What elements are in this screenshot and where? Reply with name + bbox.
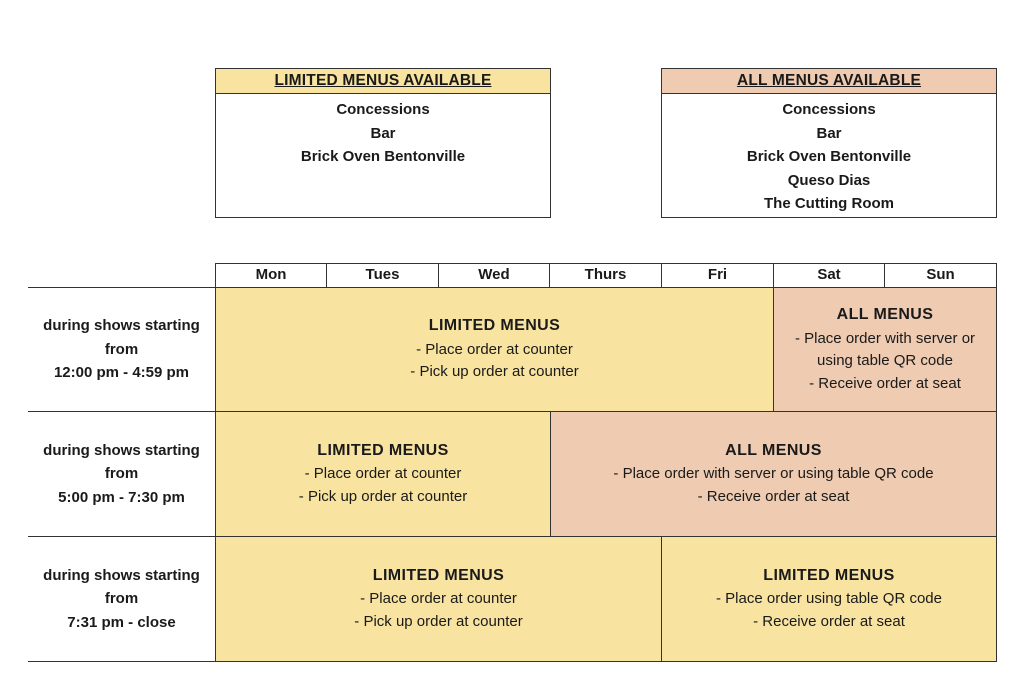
list-item: Brick Oven Bentonville <box>746 148 912 165</box>
row-label-time: 5:00 pm - 7:30 pm <box>58 488 185 506</box>
limited-menus-list <box>216 94 550 169</box>
list-item: The Cutting Room <box>764 195 894 212</box>
all-menus-box <box>661 68 997 218</box>
day-header-mon: Mon <box>215 263 327 288</box>
all-menus-list <box>662 94 996 216</box>
limited-menus-box-title: LIMITED MENUS AVAILABLE <box>216 69 550 94</box>
block-title: LIMITED MENUS <box>763 566 895 584</box>
row-label-time: 7:31 pm - close <box>67 613 176 631</box>
time-slot-label-2 <box>28 411 216 537</box>
row-label-line: during shows starting <box>43 317 200 335</box>
block-title: LIMITED MENUS <box>317 441 449 459</box>
row-label-time: 12:00 pm - 4:59 pm <box>53 364 190 382</box>
day-header-fri: Fri <box>661 263 774 288</box>
schedule-block-row3-early-week <box>215 536 662 662</box>
row-label-line: from <box>104 465 139 483</box>
all-menus-box-title: ALL MENUS AVAILABLE <box>662 69 996 94</box>
list-item: Concessions <box>782 101 876 118</box>
list-item: Brick Oven Bentonville <box>300 148 466 165</box>
list-item: Bar <box>370 124 396 142</box>
block-line: - Place order at counter <box>304 465 462 483</box>
time-slot-label-3 <box>28 536 216 662</box>
block-line: - Place order with server or using table QR code <box>613 465 934 483</box>
list-item: Concessions <box>336 101 430 118</box>
block-line: - Place order using table QR code <box>716 590 942 608</box>
day-header-sun: Sun <box>884 263 997 288</box>
row-label-line: from <box>104 340 139 358</box>
row-label-line: during shows starting <box>43 441 200 459</box>
block-line: - Receive order at seat <box>809 374 961 392</box>
block-line: - Place order at counter <box>416 340 573 358</box>
block-line: - Receive order at seat <box>753 612 905 630</box>
schedule-block-row3-late-week <box>661 536 997 662</box>
row-label-line: from <box>104 590 139 608</box>
block-line: - Place order at counter <box>360 590 517 608</box>
day-header-sat: Sat <box>773 263 885 288</box>
day-header-tues: Tues <box>326 263 439 288</box>
limited-menus-box <box>215 68 551 218</box>
list-item: Bar <box>816 124 842 142</box>
block-title: LIMITED MENUS <box>428 317 561 335</box>
block-line: using table QR code <box>817 352 953 369</box>
block-title: ALL MENUS <box>836 306 934 323</box>
block-line: - Receive order at seat <box>697 487 850 505</box>
block-line: - Pick up order at counter <box>298 487 468 505</box>
time-slot-label-1 <box>28 287 216 412</box>
block-title: ALL MENUS <box>725 441 822 459</box>
schedule-block-row2-early-week <box>215 411 551 537</box>
day-header-wed: Wed <box>438 263 550 288</box>
block-line: - Place order with server or <box>794 329 976 347</box>
schedule-block-row2-late-week <box>550 411 997 537</box>
block-title: LIMITED MENUS <box>372 566 505 584</box>
list-item: Queso Dias <box>787 171 871 189</box>
schedule-block-row1-weekend <box>773 287 997 412</box>
row-label-line: during shows starting <box>43 566 200 584</box>
schedule-block-row1-weekday <box>215 287 774 412</box>
block-line: - Pick up order at counter <box>410 363 579 381</box>
block-line: - Pick up order at counter <box>354 612 523 630</box>
day-header-thurs: Thurs <box>549 263 662 288</box>
